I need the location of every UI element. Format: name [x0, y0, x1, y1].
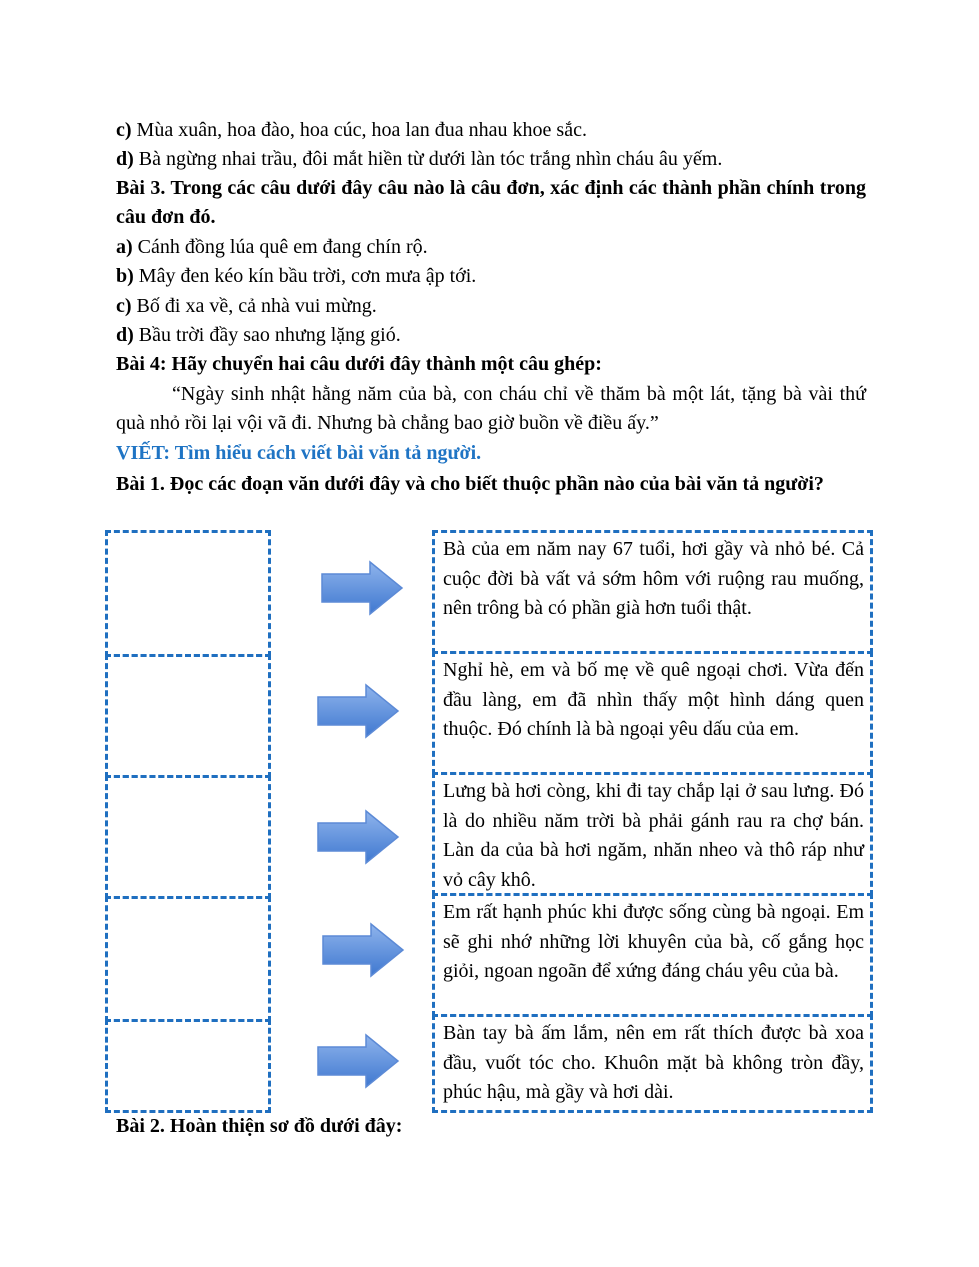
arrow-right-icon [316, 1033, 402, 1089]
bai3-item-a [116, 233, 866, 262]
bai3-text-c: Bố đi xa về, cả nhà vui mừng. [131, 295, 377, 317]
paragraph-box-4: Em rất hạnh phúc khi được sống cùng bà ngoại. Em sẽ ghi nhớ những lời khuyên của bà, cố gắng học giỏi, ngoan ngoãn để xứng đáng cháu yêu của bà. [432, 893, 873, 1017]
paragraph-box-2: Nghỉ hè, em và bố mẹ về quê ngoại chơi. Vừa đến đầu làng, em đã nhìn thấy một hình dáng quen thuộc. Đó chính là bà ngoại yêu dấu của em. [432, 651, 873, 775]
sentence-d-text: Bà ngừng nhai trầu, đôi mắt hiền từ dưới làn tóc trắng nhìn cháu âu yếm. [133, 148, 723, 170]
bai3-text-a: Cánh đồng lúa quê em đang chín rộ. [132, 236, 428, 258]
bai3-label-a: a) [116, 236, 133, 258]
arrow-right-icon [320, 560, 406, 616]
bai3-text-d: Bầu trời đầy sao nhưng lặng gió. [133, 324, 401, 346]
arrow-right-icon [321, 922, 407, 978]
bai3-item-b [116, 262, 866, 291]
bai3-item-d [116, 321, 866, 350]
answer-box-1[interactable] [105, 530, 271, 657]
bai3-item-c [116, 292, 866, 321]
label-c: c) [116, 119, 132, 141]
viet-bai2-title: Bài 2. Hoàn thiện sơ đồ dưới đây: [116, 1115, 403, 1137]
bai4-title: Bài 4: Hãy chuyển hai câu dưới đây thành một câu ghép: [116, 353, 602, 375]
viet-heading: VIẾT: Tìm hiểu cách viết bài văn tả người. [116, 442, 482, 464]
answer-box-3[interactable] [105, 775, 271, 899]
arrow-right-icon [316, 683, 402, 739]
sentence-c [116, 116, 866, 145]
paragraph-box-5: Bàn tay bà ấm lắm, nên em rất thích được bà xoa đầu, vuốt tóc cho. Khuôn mặt bà không tròn đầy, phúc hậu, mà gầy và hơi dài. [432, 1014, 873, 1113]
answer-box-4[interactable] [105, 896, 271, 1022]
bai3-label-b: b) [116, 265, 134, 287]
paragraph-box-1: Bà của em năm nay 67 tuổi, hơi gầy và nhỏ bé. Cả cuộc đời bà vất vả sớm hôm với ruộng rau muống, nên trông bà có phần già hơn tuổi thật. [432, 530, 873, 654]
answer-box-2[interactable] [105, 654, 271, 778]
answer-box-5[interactable] [105, 1019, 271, 1113]
arrow-right-icon [316, 809, 402, 865]
bai4-quote: “Ngày sinh nhật hằng năm của bà, con cháu chỉ về thăm bà một lát, tặng bà vài thứ quà nhỏ rồi lại vội vã đi. Nhưng bà chẳng bao giờ buồn về điều ấy.” [116, 383, 866, 434]
sentence-d [116, 145, 866, 174]
sentence-c-text: Mùa xuân, hoa đào, hoa cúc, hoa lan đua nhau khoe sắc. [131, 119, 587, 141]
bai3-text-b: Mây đen kéo kín bầu trời, cơn mưa ập tới. [133, 265, 477, 287]
bai3-title: Bài 3. Trong các câu dưới đây câu nào là câu đơn, xác định các thành phần chính trong câu đơn đó. [116, 177, 866, 228]
viet-bai1-title: Bài 1. Đọc các đoạn văn dưới đây và cho biết thuộc phần nào của bài văn tả người? [116, 473, 824, 495]
paragraph-box-3: Lưng bà hơi còng, khi đi tay chắp lại ở sau lưng. Đó là do nhiều năm trời bà phải gánh rau ra chợ bán. Làn da của bà hơi ngăm, nhăn nheo và thô ráp như vỏ cây khô. [432, 772, 873, 896]
bai3-label-c: c) [116, 295, 132, 317]
bai3-label-d: d) [116, 324, 134, 346]
label-d: d) [116, 148, 134, 170]
